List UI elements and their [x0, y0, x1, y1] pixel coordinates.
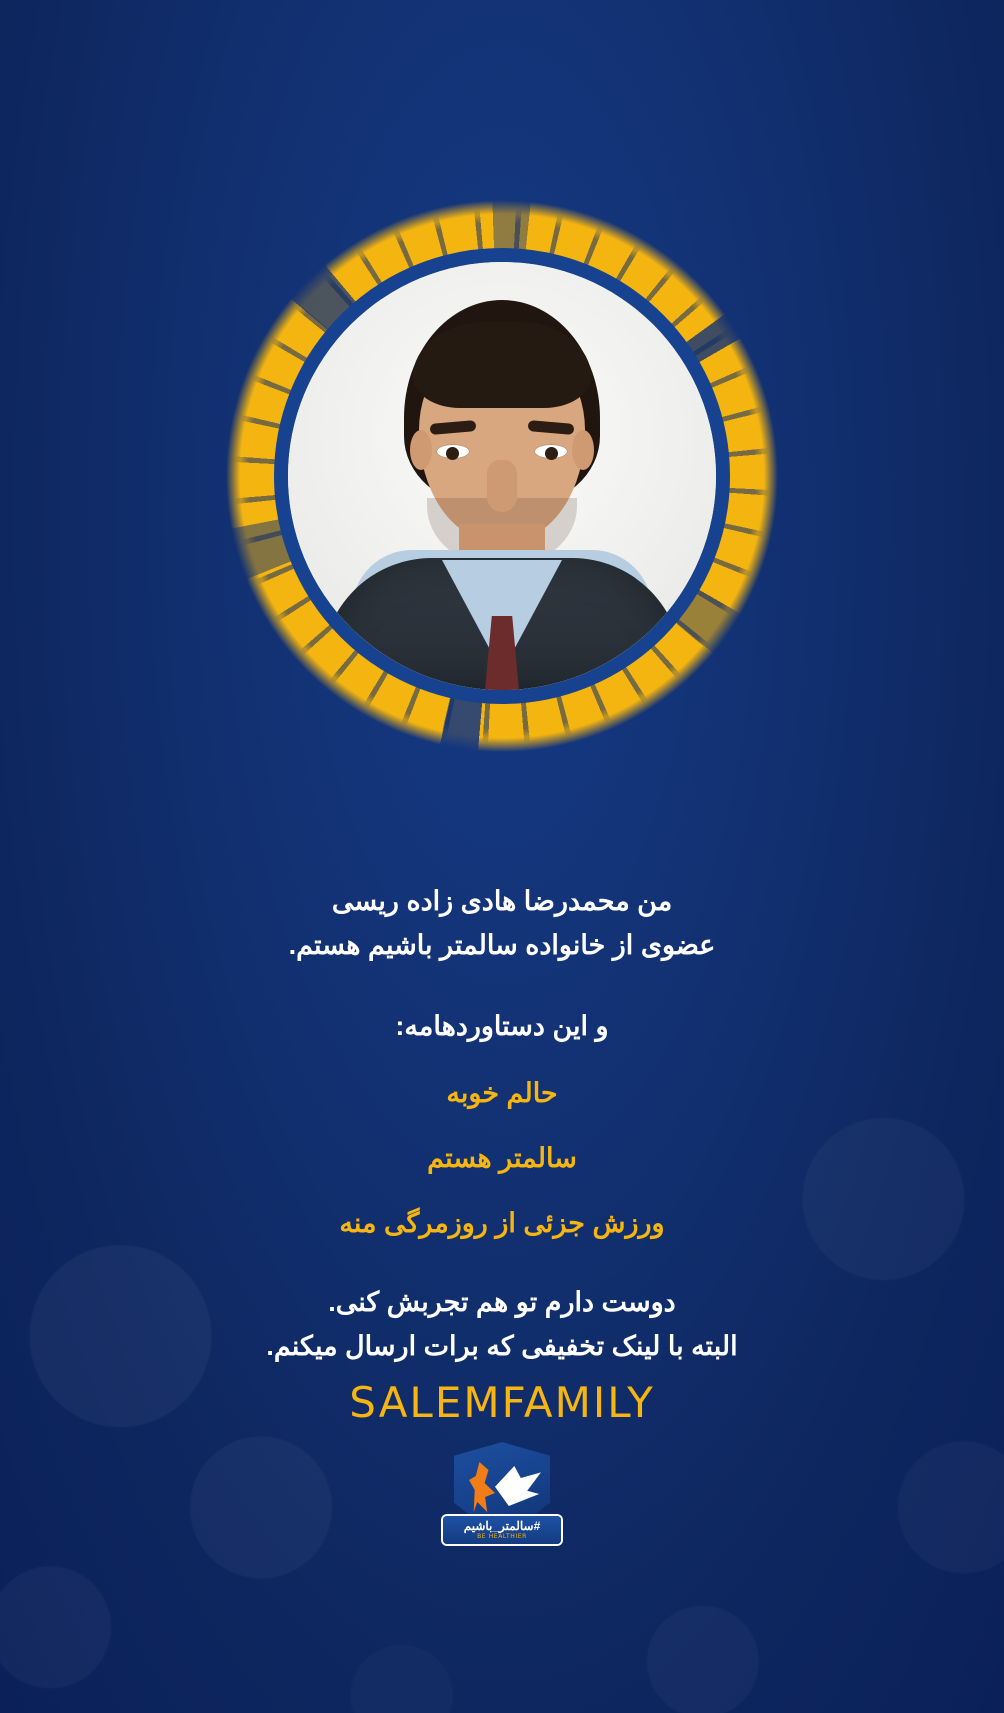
portrait-medallion [222, 196, 782, 756]
portrait-nose [487, 460, 517, 512]
portrait-ear-right [572, 430, 594, 470]
portrait-ear-left [410, 430, 432, 470]
portrait-fringe [413, 322, 591, 408]
closing-line-2: البته با لینک تخفیفی که برات ارسال میکنم. [266, 1331, 738, 1362]
closing-line-1: دوست دارم تو هم تجربش کنی. [328, 1287, 676, 1318]
logo-banner [443, 1516, 561, 1544]
salem-family-logo [443, 1442, 561, 1564]
intro-text [0, 880, 1004, 967]
achievement-item-2: سالمتر هستم [427, 1143, 577, 1174]
intro-line-2: عضوی از خانواده سالمتر باشیم هستم. [288, 929, 716, 960]
achievement-item-1: حالم خوبه [446, 1078, 558, 1109]
achievement-item-3: ورزش جزئی از روزمرگی منه [339, 1208, 665, 1239]
achievements-title: و این دستاوردهامه: [395, 1011, 609, 1042]
closing-text [0, 1281, 1004, 1368]
portrait-pupil-right [545, 447, 558, 460]
intro-line-1: من محمدرضا هادی زاده ریسی [331, 886, 673, 916]
brand-name: SALEMFAMILY [349, 1378, 655, 1427]
portrait-photo [288, 262, 716, 690]
portrait-pupil-left [446, 447, 459, 460]
logo-banner-en-text: BE HEALTHIER [477, 1533, 527, 1540]
logo-banner-fa-text: #سالمتر_باشیم [463, 1519, 541, 1533]
message-block [0, 880, 1004, 1369]
